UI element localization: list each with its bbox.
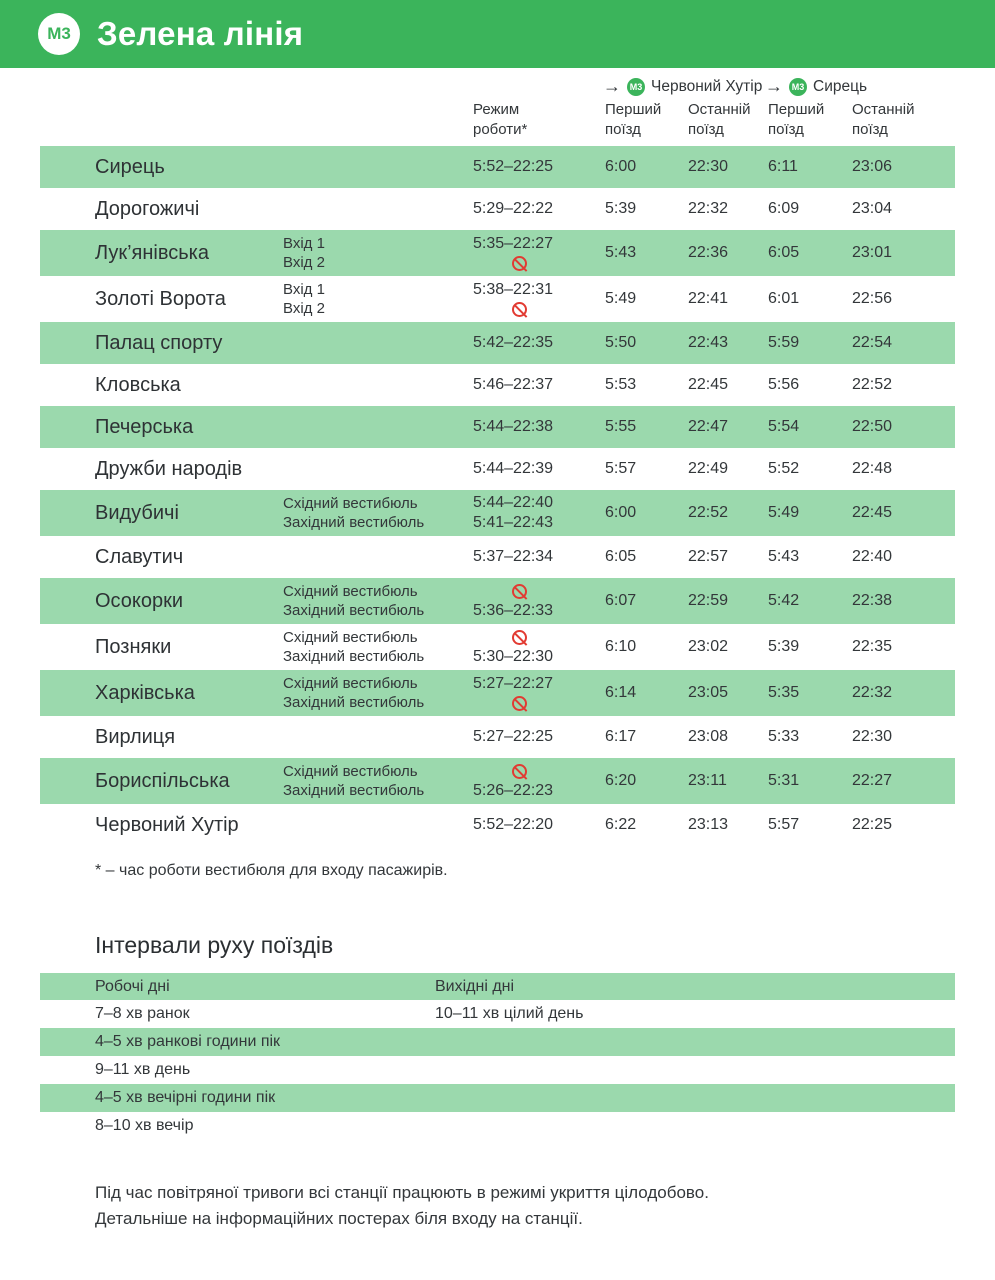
first-train-to-syrets: 5:31 xyxy=(768,772,800,789)
last-train-to-syrets: 23:06 xyxy=(852,158,893,175)
intervals-title: Інтервали руху поїздів xyxy=(95,932,334,958)
entrance-label: Східний вестибюль xyxy=(283,629,418,646)
working-hours xyxy=(473,459,605,479)
no-entry-icon xyxy=(512,764,527,779)
last-train-to-khutir: 23:11 xyxy=(688,772,727,789)
weekday-interval: 4–5 хв вечірні години пік xyxy=(95,1089,276,1106)
station-name: Осокорки xyxy=(95,589,184,612)
last-train-to-syrets: 22:27 xyxy=(852,772,893,789)
col-header-weekdays: Робочі дні xyxy=(95,977,170,995)
last-train-to-khutir: 23:02 xyxy=(688,638,729,655)
intervals-table xyxy=(40,973,955,1140)
working-hours-value: 5:35–22:27 xyxy=(473,234,554,252)
intervals-header-row xyxy=(40,973,955,1000)
working-hours-value: 5:44–22:40 xyxy=(473,494,554,511)
first-train-to-khutir: 5:39 xyxy=(605,200,637,217)
working-hours-value: 5:38–22:31 xyxy=(473,280,554,298)
last-train-to-khutir: 22:30 xyxy=(688,158,729,175)
weekday-interval: 7–8 хв ранок xyxy=(95,1005,190,1022)
working-hours xyxy=(473,762,605,801)
station-name: Печерська xyxy=(95,415,194,438)
entrance-labels xyxy=(283,628,473,666)
entrance-closed xyxy=(473,582,565,601)
entrance-labels xyxy=(283,494,473,532)
last-train-to-syrets: 22:48 xyxy=(852,460,893,477)
station-row xyxy=(40,578,955,624)
first-train-to-khutir: 5:53 xyxy=(605,376,637,393)
last-train-to-syrets: 22:25 xyxy=(852,816,893,833)
direction-label: Сирець xyxy=(813,77,868,95)
last-train-to-khutir: 23:13 xyxy=(688,816,729,833)
table-header xyxy=(40,76,955,146)
working-hours xyxy=(473,199,605,219)
entrance-label: Західний вестибюль xyxy=(283,694,425,711)
notice-line: Під час повітряної тривоги всі станції працюють в режимі укриття цілодобово. xyxy=(95,1183,709,1202)
first-train-to-khutir: 6:14 xyxy=(605,684,637,701)
last-train-to-syrets: 22:54 xyxy=(852,334,893,351)
first-train-to-khutir: 6:20 xyxy=(605,772,637,789)
first-train-to-khutir: 5:55 xyxy=(605,418,637,435)
last-train-to-syrets: 23:04 xyxy=(852,200,893,217)
station-name: Червоний Хутір xyxy=(95,813,239,836)
station-row xyxy=(40,322,955,364)
entrance-label: Західний вестибюль xyxy=(283,648,425,665)
last-train-to-khutir: 22:45 xyxy=(688,376,729,393)
col-header-weekends: Вихідні дні xyxy=(435,977,515,995)
interval-row xyxy=(40,1112,955,1140)
station-row xyxy=(40,804,955,846)
no-entry-icon xyxy=(512,696,527,711)
line-badge-text: М3 xyxy=(47,24,71,43)
no-entry-icon xyxy=(512,256,527,271)
entrance-labels xyxy=(283,674,473,712)
col-header-first-train-khutir: Перший поїзд xyxy=(605,101,662,139)
interval-row xyxy=(40,1056,955,1084)
station-name: Золоті Ворота xyxy=(95,287,226,310)
first-train-to-khutir: 5:50 xyxy=(605,334,637,351)
station-name: Дорогожичі xyxy=(95,197,200,220)
station-row xyxy=(40,364,955,406)
first-train-to-syrets: 5:33 xyxy=(768,728,800,745)
arrow-right-icon: → xyxy=(603,76,621,96)
first-train-to-syrets: 5:42 xyxy=(768,592,800,609)
arrow-right-icon: → xyxy=(765,76,783,96)
last-train-to-syrets: 23:01 xyxy=(852,244,893,261)
working-hours xyxy=(473,234,605,273)
first-train-to-syrets: 6:01 xyxy=(768,290,800,307)
first-train-to-syrets: 5:52 xyxy=(768,460,800,477)
working-hours-value: 5:41–22:43 xyxy=(473,514,554,531)
first-train-to-syrets: 5:56 xyxy=(768,376,800,393)
working-hours xyxy=(473,493,605,533)
station-row xyxy=(40,448,955,490)
entrance-labels xyxy=(283,280,473,318)
working-hours xyxy=(473,628,605,667)
last-train-to-khutir: 22:36 xyxy=(688,244,729,261)
schedule-table xyxy=(40,76,955,1233)
first-train-to-khutir: 6:17 xyxy=(605,728,637,745)
notice-line: Детальніше на інформаційних постерах біля входу на станції. xyxy=(95,1209,583,1229)
working-hours-value: 5:37–22:34 xyxy=(473,548,554,565)
first-train-to-syrets: 5:35 xyxy=(768,684,800,701)
working-hours-value: 5:30–22:30 xyxy=(473,647,554,665)
last-train-to-khutir: 22:52 xyxy=(688,504,729,521)
first-train-to-khutir: 5:49 xyxy=(605,290,637,307)
working-hours-value: 5:26–22:23 xyxy=(473,781,554,799)
working-hours xyxy=(473,280,605,319)
last-train-to-khutir: 22:43 xyxy=(688,334,729,351)
station-name: Славутич xyxy=(95,545,184,568)
station-row xyxy=(40,188,955,230)
first-train-to-khutir: 6:00 xyxy=(605,504,637,521)
last-train-to-khutir: 22:32 xyxy=(688,200,729,217)
last-train-to-syrets: 22:50 xyxy=(852,418,893,435)
station-row xyxy=(40,406,955,448)
entrance-labels xyxy=(283,234,473,272)
last-train-to-khutir: 22:57 xyxy=(688,548,729,565)
station-row xyxy=(40,758,955,804)
working-hours xyxy=(473,547,605,567)
working-hours xyxy=(473,417,605,437)
first-train-to-khutir: 6:10 xyxy=(605,638,637,655)
station-name: Сирець xyxy=(95,155,165,178)
entrance-closed xyxy=(473,254,565,273)
working-hours-value: 5:44–22:38 xyxy=(473,418,554,435)
first-train-to-khutir: 5:43 xyxy=(605,244,637,261)
interval-row xyxy=(40,1084,955,1112)
last-train-to-khutir: 22:59 xyxy=(688,592,729,609)
first-train-to-syrets: 5:43 xyxy=(768,548,800,565)
first-train-to-khutir: 6:00 xyxy=(605,158,637,175)
weekend-interval: 10–11 хв цілий день xyxy=(435,1005,584,1022)
entrance-labels xyxy=(283,762,473,800)
first-train-to-syrets: 5:39 xyxy=(768,638,800,655)
first-train-to-syrets: 5:59 xyxy=(768,334,800,351)
air-raid-notice xyxy=(95,1180,955,1233)
entrance-label: Вхід 2 xyxy=(283,254,325,271)
interval-row xyxy=(40,1028,955,1056)
last-train-to-syrets: 22:35 xyxy=(852,638,893,655)
entrance-closed xyxy=(473,694,565,713)
interval-rows xyxy=(40,1000,955,1140)
col-header-working-hours: Режим роботи* xyxy=(473,101,528,139)
entrance-label: Вхід 1 xyxy=(283,281,325,298)
entrance-labels xyxy=(283,582,473,620)
entrance-closed xyxy=(473,300,565,319)
last-train-to-syrets: 22:30 xyxy=(852,728,893,745)
station-row xyxy=(40,536,955,578)
col-header-last-train-khutir: Останній поїзд xyxy=(688,101,751,139)
first-train-to-syrets: 6:09 xyxy=(768,200,800,217)
station-name: Палац спорту xyxy=(95,331,223,354)
station-row xyxy=(40,276,955,322)
direction-header-syrets xyxy=(765,76,867,97)
page-title: Зелена лінія xyxy=(97,15,304,52)
last-train-to-syrets: 22:32 xyxy=(852,684,893,701)
station-name: Дружби народів xyxy=(95,457,243,480)
last-train-to-syrets: 22:40 xyxy=(852,548,893,565)
station-rows xyxy=(40,146,955,846)
last-train-to-khutir: 23:08 xyxy=(688,728,729,745)
line-m3-badge-icon: М3 xyxy=(627,78,645,96)
entrance-label: Вхід 1 xyxy=(283,235,325,252)
direction-header-khutir xyxy=(603,76,762,97)
working-hours-value: 5:46–22:37 xyxy=(473,376,554,393)
station-name: Харківська xyxy=(95,681,195,704)
entrance-label: Східний вестибюль xyxy=(283,763,418,780)
working-hours xyxy=(473,674,605,713)
working-hours-value: 5:52–22:25 xyxy=(473,158,554,175)
entrance-label: Західний вестибюль xyxy=(283,514,425,531)
line-m3-badge-icon xyxy=(38,13,80,55)
station-name: Вирлиця xyxy=(95,725,176,748)
station-name: Кловська xyxy=(95,373,181,396)
working-hours-value: 5:27–22:25 xyxy=(473,728,554,745)
station-row xyxy=(40,670,955,716)
first-train-to-khutir: 5:57 xyxy=(605,460,637,477)
entrance-label: Східний вестибюль xyxy=(283,495,418,512)
page-header xyxy=(0,0,995,68)
last-train-to-khutir: 22:49 xyxy=(688,460,729,477)
station-name: Бориспільська xyxy=(95,769,230,792)
station-name: Позняки xyxy=(95,635,172,658)
working-hours xyxy=(473,727,605,747)
last-train-to-syrets: 22:52 xyxy=(852,376,893,393)
entrance-closed xyxy=(473,628,565,647)
working-hours-value: 5:52–22:20 xyxy=(473,816,554,833)
entrance-label: Східний вестибюль xyxy=(283,583,418,600)
col-header-first-train-syrets: Перший поїзд xyxy=(768,101,825,139)
entrance-label: Східний вестибюль xyxy=(283,675,418,692)
weekday-interval: 9–11 хв день xyxy=(95,1061,191,1078)
working-hours-value: 5:36–22:33 xyxy=(473,601,554,619)
working-hours-value: 5:44–22:39 xyxy=(473,460,554,477)
working-hours xyxy=(473,582,605,621)
entrance-label: Вхід 2 xyxy=(283,300,325,317)
working-hours xyxy=(473,815,605,835)
line-m3-badge-icon: М3 xyxy=(789,78,807,96)
first-train-to-khutir: 6:07 xyxy=(605,592,637,609)
first-train-to-syrets: 5:54 xyxy=(768,418,800,435)
last-train-to-khutir: 23:05 xyxy=(688,684,729,701)
station-row xyxy=(40,716,955,758)
first-train-to-syrets: 6:05 xyxy=(768,244,800,261)
working-hours-value: 5:29–22:22 xyxy=(473,200,554,217)
station-name: Лук’янівська xyxy=(95,241,209,264)
last-train-to-syrets: 22:38 xyxy=(852,592,893,609)
first-train-to-khutir: 6:22 xyxy=(605,816,637,833)
entrance-closed xyxy=(473,762,565,781)
no-entry-icon xyxy=(512,630,527,645)
entrance-label: Західний вестибюль xyxy=(283,602,425,619)
working-hours-value: 5:42–22:35 xyxy=(473,334,554,351)
first-train-to-syrets: 6:11 xyxy=(768,158,798,175)
footnote: * – час роботи вестибюля для входу пасажирів. xyxy=(95,862,448,879)
interval-row xyxy=(40,1000,955,1028)
station-name: Видубичі xyxy=(95,501,179,524)
station-row xyxy=(40,230,955,276)
first-train-to-khutir: 6:05 xyxy=(605,548,637,565)
station-row xyxy=(40,624,955,670)
working-hours-value: 5:27–22:27 xyxy=(473,674,554,692)
last-train-to-khutir: 22:41 xyxy=(688,290,729,307)
no-entry-icon xyxy=(512,302,527,317)
no-entry-icon xyxy=(512,584,527,599)
entrance-label: Західний вестибюль xyxy=(283,782,425,799)
working-hours xyxy=(473,375,605,395)
working-hours xyxy=(473,157,605,177)
first-train-to-syrets: 5:49 xyxy=(768,504,800,521)
first-train-to-syrets: 5:57 xyxy=(768,816,800,833)
station-row xyxy=(40,146,955,188)
col-header-last-train-syrets: Останній поїзд xyxy=(852,101,915,139)
working-hours xyxy=(473,333,605,353)
last-train-to-syrets: 22:45 xyxy=(852,504,893,521)
weekday-interval: 8–10 хв вечір xyxy=(95,1117,194,1134)
station-row xyxy=(40,490,955,536)
last-train-to-syrets: 22:56 xyxy=(852,290,893,307)
weekday-interval: 4–5 хв ранкові години пік xyxy=(95,1033,281,1050)
direction-label: Червоний Хутір xyxy=(651,77,763,95)
last-train-to-khutir: 22:47 xyxy=(688,418,729,435)
